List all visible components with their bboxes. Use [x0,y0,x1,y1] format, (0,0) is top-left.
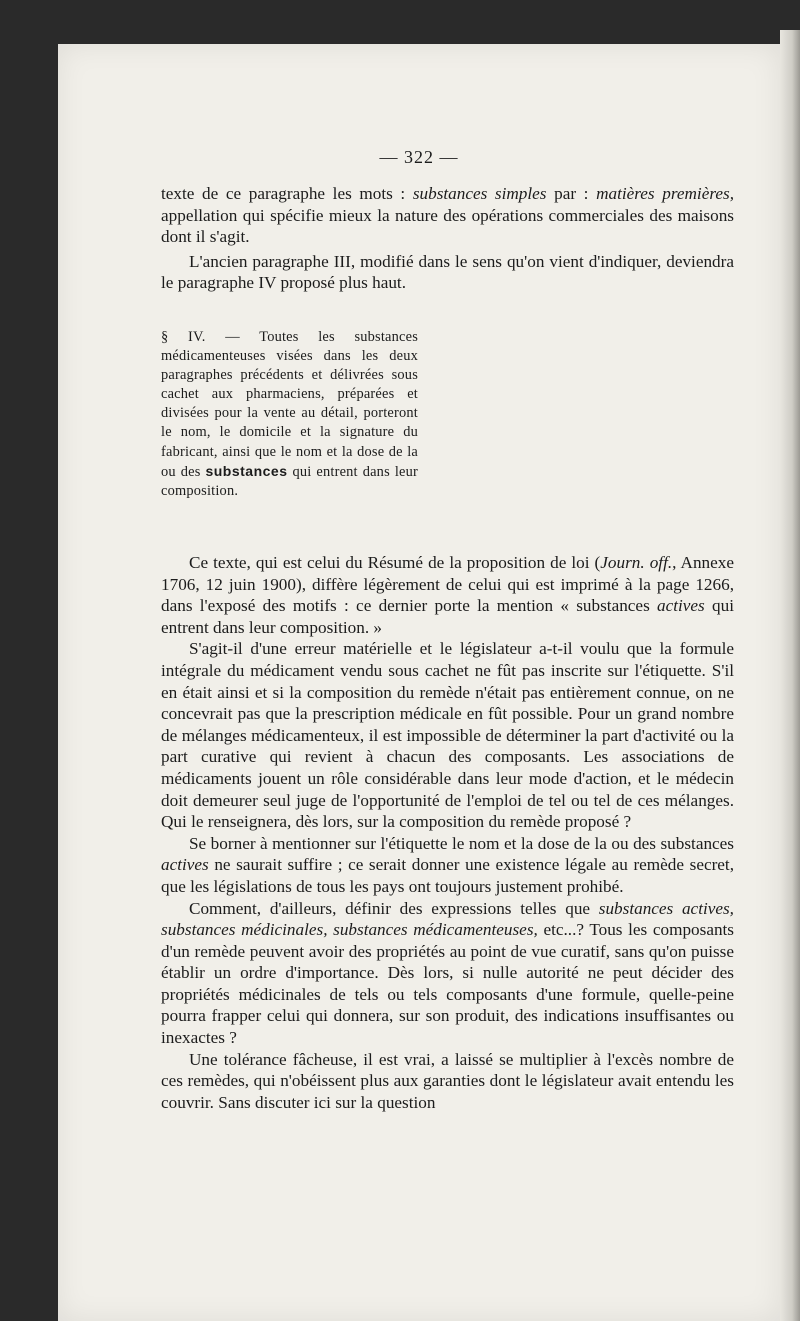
text-run: texte de ce paragraphe les mots : [161,184,413,203]
italic-term: Journ. off. [600,553,673,572]
intro-paragraph-2: L'ancien paragraphe III, modifié dans le sens qu'on vient d'indiquer, deviendra le paragraphe IV proposé plus haut. [161,251,734,293]
body-text [161,552,734,1113]
italic-term: substances simples [412,184,547,203]
body-paragraph-2: S'agit-il d'une erreur matérielle et le législateur a-t-il voulu que la formule intégrale du médicament vendu sous cachet ne fût pas inscrite sur l'étiquette. S'il en était ainsi et si la composition du remède n'était pas entièrement connue, on ne concevrait pas que la prescription médicale en fût possible. Pour un grand nombre de mélanges médicamenteux, il est impossible de déterminer la part d'activité ou la part curative qui revient à chacun des composants. Les associations de médicaments jouent un rôle considérable dans leur mode d'action, et le médecin doit demeurer seul juge de l'opportunité de l'emploi de tel ou tel de ces mélanges. Qui le renseignera, dès lors, sur la composition du remède proposé ? [161,639,734,832]
text-run: par : [546,184,597,203]
text-run: qui entrent dans leur composition. » [161,596,734,637]
text-run: ne saurait suffire ; ce serait donner une existence légale au remède secret, que les législations de tous les pays ont toujours justement prohibé. [161,855,734,896]
text-run: , Annexe 1706, 12 juin 1900), diffère légèrement de celui qui est imprimé à la page 1266, dans l'exposé des motifs : ce dernier porte la mention « substances [161,553,734,616]
text-run: § IV. — Toutes les substances médicamenteuses visées dans les deux paragraphes précédents et délivrées sous cachet aux pharmaciens, préparées et divisées pour la vente au détail, porteront le nom, le domicile et la signature du fabricant, ainsi que le nom et la dose de la ou des [161,329,418,480]
text-run: qui entrent dans leur composition. [161,463,418,499]
text-run: appellation qui spécifie mieux la nature des opérations commerciales des maisons dont il s'agit. [161,205,734,247]
book-page [58,44,780,1321]
italic-term: actives [657,596,705,616]
bold-term: substances [205,462,288,479]
page-number: — 322 — [379,147,459,167]
body-paragraph-1 [161,552,734,638]
text-run: Ce texte, qui est celui du Résumé de la proposition de loi ( [189,553,601,572]
body-paragraph-4 [161,898,734,1049]
italic-term: substances actives, substances médicinales, substances médicamenteuses, [161,898,734,940]
italic-term: matières premières, [596,184,734,203]
intro-paragraph-1 [161,183,734,248]
intro-text [161,183,734,294]
text-run: etc...? Tous les composants d'un remède peuvent avoir des propriétés au point de vue curatif, sans qu'on puisse établir un ordre d'importance. Dès lors, si nulle autorité ne peut décider des propriétés médicinales de tels ou tels composants d'une formule, quelle-peine pourra frapper celui qui donnera, sur son produit, des indications insuffisantes ou inexactes ? [161,920,735,1048]
article-quote [161,328,418,501]
body-paragraph-5: Une tolérance fâcheuse, il est vrai, a laissé se multiplier à l'excès nombre de ces remèdes, qui n'obéissent plus aux garanties dont le législateur avait entendu les couvrir. Sans discuter ici sur la question [161,1049,734,1112]
text-run: Comment, d'ailleurs, définir des expressions telles que [189,898,599,918]
italic-term: actives [161,855,209,875]
body-paragraph-3 [161,833,734,898]
text-run: Se borner à mentionner sur l'étiquette le nom et la dose de la ou des substances [189,833,734,853]
book-spine-edge [780,30,800,1321]
